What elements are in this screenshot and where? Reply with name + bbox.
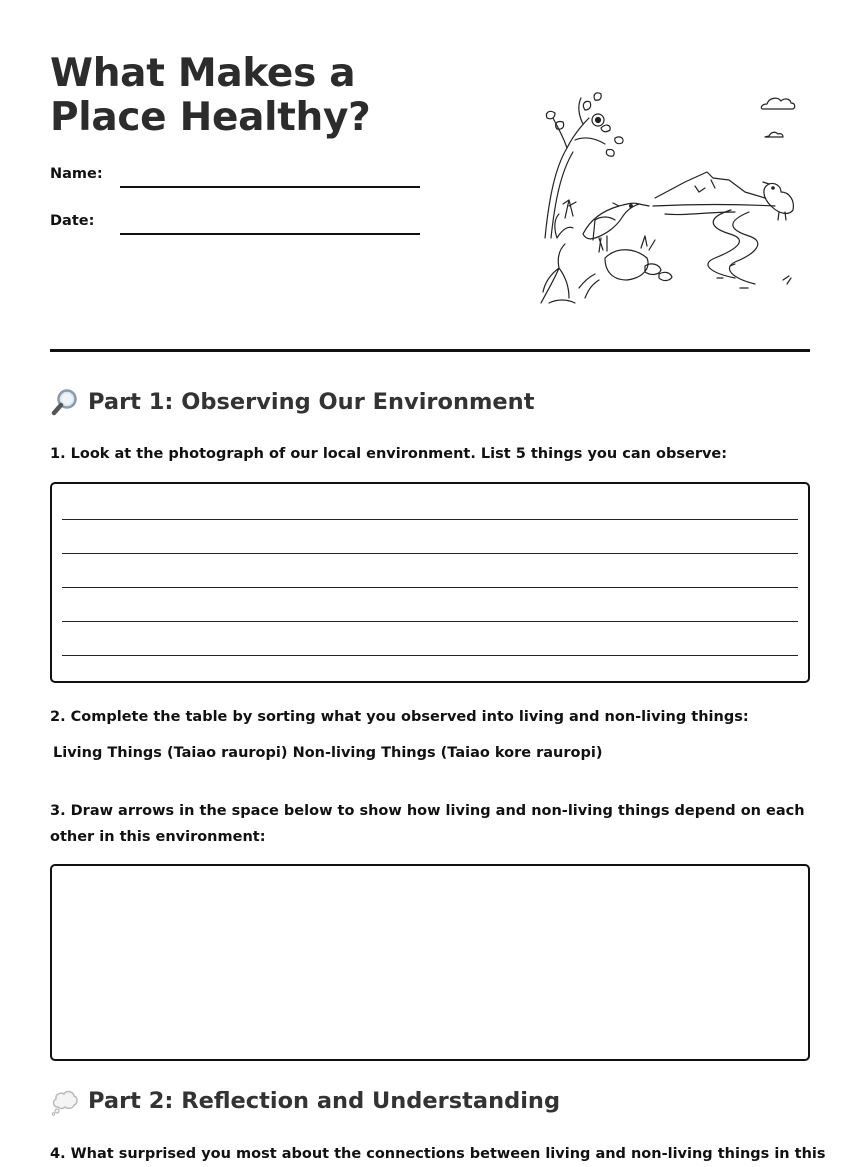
answer-line-3[interactable] [62, 587, 798, 588]
observations-box[interactable] [50, 482, 810, 683]
answer-line-1[interactable] [62, 519, 798, 520]
part1-heading-text: Part 1: Observing Our Environment [88, 389, 535, 415]
part2-heading [50, 1086, 560, 1116]
part2-heading-text: Part 2: Reflection and Understanding [88, 1088, 561, 1114]
date-field[interactable] [120, 233, 420, 235]
nature-scene-illustration [535, 88, 800, 313]
question-2: 2. Complete the table by sorting what you observed into living and non-living things: [50, 709, 749, 725]
worksheet-title: What Makes a Place Healthy? [50, 51, 371, 140]
name-label: Name: [50, 166, 103, 182]
answer-line-5[interactable] [62, 655, 798, 656]
part1-heading [50, 387, 534, 417]
living-things-header: Living Things (Taiao rauropi) [53, 745, 288, 761]
question-4: 4. What surprised you most about the connections between living and non-living things in this [50, 1146, 826, 1162]
question-1: 1. Look at the photograph of our local environment. List 5 things you can observe: [50, 446, 728, 462]
answer-line-2[interactable] [62, 553, 798, 554]
non-living-things-header: Non-living Things (Taiao kore rauropi) [292, 745, 603, 761]
magnifying-glass-icon [50, 387, 80, 417]
section-divider [50, 349, 810, 352]
sorting-table-headers [53, 745, 602, 761]
drawing-box[interactable] [50, 864, 810, 1061]
thought-bubble-icon [50, 1086, 80, 1116]
answer-line-4[interactable] [62, 621, 798, 622]
date-label: Date: [50, 213, 95, 229]
worksheet-page [50, 0, 826, 1162]
name-field[interactable] [120, 186, 420, 188]
question-3: 3. Draw arrows in the space below to show how living and non-living things depend on each other in this environment: [50, 803, 805, 845]
